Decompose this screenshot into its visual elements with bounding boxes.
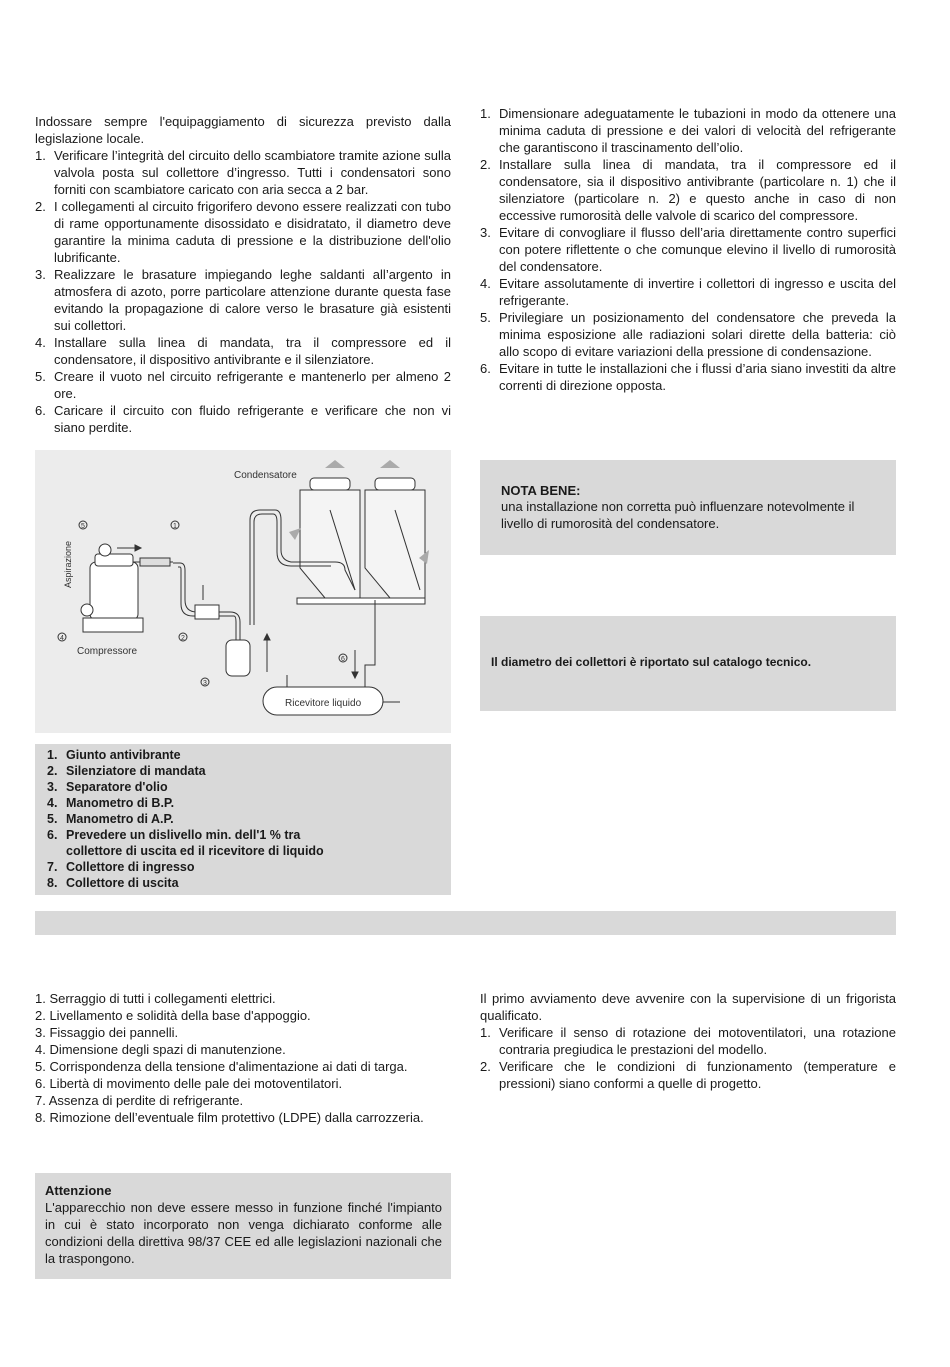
list-item: 4. Evitare assolutamente di invertire i collettori di ingresso e uscita del refrigerante. (480, 276, 896, 308)
vibration-damper (140, 558, 170, 566)
oil-separator (226, 640, 250, 676)
compressor-body (90, 562, 138, 620)
installation-list (35, 147, 451, 436)
list-item: 2. Installare sulla linea di mandata, tra il compressore ed il condensatore, sia il dispositivo antivibrante (particolare n. 1) che il silenziatore (particolare n. 2) e questo anche in caso di non eccessive rumorosità delle valvole di scarico del compressore. (480, 157, 896, 223)
condensatore-label: Condensatore (234, 470, 297, 481)
callout-2: 2 (181, 635, 185, 642)
checklist-item: 1. Serraggio di tutti i collegamenti elettrici. (35, 991, 276, 1006)
list-item: 6. Evitare in tutte le installazioni che i flussi d’aria siano investiti da altre correnti di direzione opposta. (480, 361, 896, 393)
liquid-line (365, 600, 375, 687)
lp-gauge (81, 604, 93, 616)
fan-left (310, 478, 350, 490)
list-item: 5. Privilegiare un posizionamento del condensatore che preveda la minima esposizione alle radiazioni solari dirette della batteria: ciò allo scopo di evitare variazioni della pressione di condensazione. (480, 310, 896, 359)
list-item: 6. Caricare il circuito con fluido refrigerante e verificare che non vi siano perdite. (35, 403, 451, 435)
legend-item: 3. Separatore d'olio (47, 780, 168, 794)
legend-item: 5. Manometro di A.P. (47, 812, 174, 826)
recommendations-list (480, 105, 896, 394)
fan-right (375, 478, 415, 490)
legend-item: 4. Manometro di B.P. (47, 796, 175, 810)
list-item: 1. Verificare il senso di rotazione dei motoventilatori, una rotazione contraria pregiudica le prestazioni del modello. (480, 1025, 896, 1057)
list-item: 1. Dimensionare adeguatamente le tubazioni in modo da ottenere una minima caduta di pressione e dei valori di velocità del refrigerante che garantiscono il trascinamento dell’olio. (480, 106, 896, 155)
legend-item: 8. Collettore di uscita (47, 876, 179, 890)
list-item: 2. I collegamenti al circuito frigorifero devono essere realizzati con tubo di rame opportunamente disossidato e disidratato, il diametro deve garantire la minima caduta di pressione e la distribuzione dell'olio lubrificante. (35, 199, 451, 265)
callout-3: 3 (203, 680, 207, 687)
list-item: 2. Verificare che le condizioni di funzionamento (temperature e pressioni) siano conformi a quelle di progetto. (480, 1059, 896, 1091)
checklist-item: 3. Fissaggio dei pannelli. (35, 1025, 179, 1040)
legend-item: 7. Collettore di ingresso (47, 860, 195, 874)
nota-bene-text: una installazione non corretta può influenzare notevolmente il livello di rumorosità del condensatore. (501, 499, 855, 531)
list-item: 5. Creare il vuoto nel circuito refrigerante e mantenerlo per almeno 2 ore. (35, 369, 451, 401)
hp-gauge (99, 544, 111, 556)
compressore-label: Compressore (77, 646, 138, 657)
section-header-bar (35, 911, 896, 935)
attenzione-text: L'apparecchio non deve essere messo in funzione finché l'impianto in cui è stato incorporato non venga dichiarato conforme alle condizioni della direttiva 98/37 CEE ed alle legislazioni nazionali che la traspongono. (45, 1200, 442, 1266)
refrigeration-diagram (35, 450, 451, 733)
condenser-base (297, 598, 425, 604)
attenzione-title: Attenzione (45, 1183, 112, 1198)
checklist-item: 6. Libertà di movimento delle pale dei motoventilatori. (35, 1076, 343, 1091)
checklist-item: 2. Livellamento e solidità della base d'appoggio. (35, 1008, 311, 1023)
safety-section (35, 113, 451, 436)
attenzione-box (35, 1173, 451, 1279)
callout-4: 4 (60, 635, 64, 642)
callout-1: 1 (173, 523, 177, 530)
checklist-item: 4. Dimensione degli spazi di manutenzione. (35, 1042, 286, 1057)
diagram-drawing (35, 450, 451, 733)
list-item: 3. Evitare di convogliare il flusso dell’aria direttamente contro superfici con potere riflettente o che comunque elevino il livello di rumorosità del condensatore. (480, 225, 896, 274)
legend-item: 1. Giunto antivibrante (47, 748, 181, 762)
list-item: 3. Realizzare le brasature impiegando leghe saldanti all’argento in atmosfera di azoto, porre particolare attenzione durante questa fase evitando la propagazione di calore verso le brasature già esistenti sui collettori. (35, 267, 451, 333)
silencer (195, 605, 219, 619)
callout-6: 6 (341, 656, 345, 663)
checklist-item: 8. Rimozione dell’eventuale film protettivo (LDPE) dalla carrozzeria. (35, 1110, 424, 1125)
callout-5: 5 (81, 523, 85, 530)
checklist-item: 7. Assenza di perdite di refrigerante. (35, 1093, 244, 1108)
ricevitore-label: Ricevitore liquido (285, 698, 362, 709)
discharge-pipe-inner (178, 567, 236, 640)
diagram-legend (35, 744, 451, 895)
nota-bene-box (480, 460, 896, 555)
condenser-unit-right (365, 490, 425, 598)
diameter-note-box (480, 616, 896, 711)
legend-item: 6. Prevedere un dislivello min. dell'1 % tra collettore di uscita ed il ricevitore di liquido (47, 828, 324, 858)
compressor-base (83, 618, 143, 632)
legend-item: 2. Silenziatore di mandata (47, 764, 206, 778)
nota-bene-title: NOTA BENE: (501, 483, 581, 498)
checklist-item: 5. Corrispondenza della tensione d'alimentazione ai dati di targa. (35, 1059, 408, 1074)
list-item: 4. Installare sulla linea di mandata, tra il compressore ed il condensatore, il dispositivo antivibrante e il silenziatore. (35, 335, 451, 367)
discharge-pipe (173, 563, 240, 640)
diameter-note-text: Il diametro dei collettori è riportato sul catalogo tecnico. (491, 655, 812, 669)
safety-intro: Indossare sempre l'equipaggiamento di sicurezza previsto dalla legislazione locale. (35, 114, 451, 146)
list-item: 1. Verificare l’integrità del circuito dello scambiatore tramite azione sulla valvola posta sul collettore d’ingresso. Tutti i condensatori sono forniti con scambiatore caricato con aria secca a 2 bar. (35, 148, 451, 197)
recommendations-section (480, 105, 896, 394)
compressor-head (95, 554, 133, 566)
aspirazione-label: Aspirazione (63, 540, 73, 588)
startup-section (480, 990, 896, 1092)
pre-start-checklist (35, 990, 465, 1126)
startup-intro: Il primo avviamento deve avvenire con la supervisione di un frigorista qualificato. (480, 991, 896, 1023)
